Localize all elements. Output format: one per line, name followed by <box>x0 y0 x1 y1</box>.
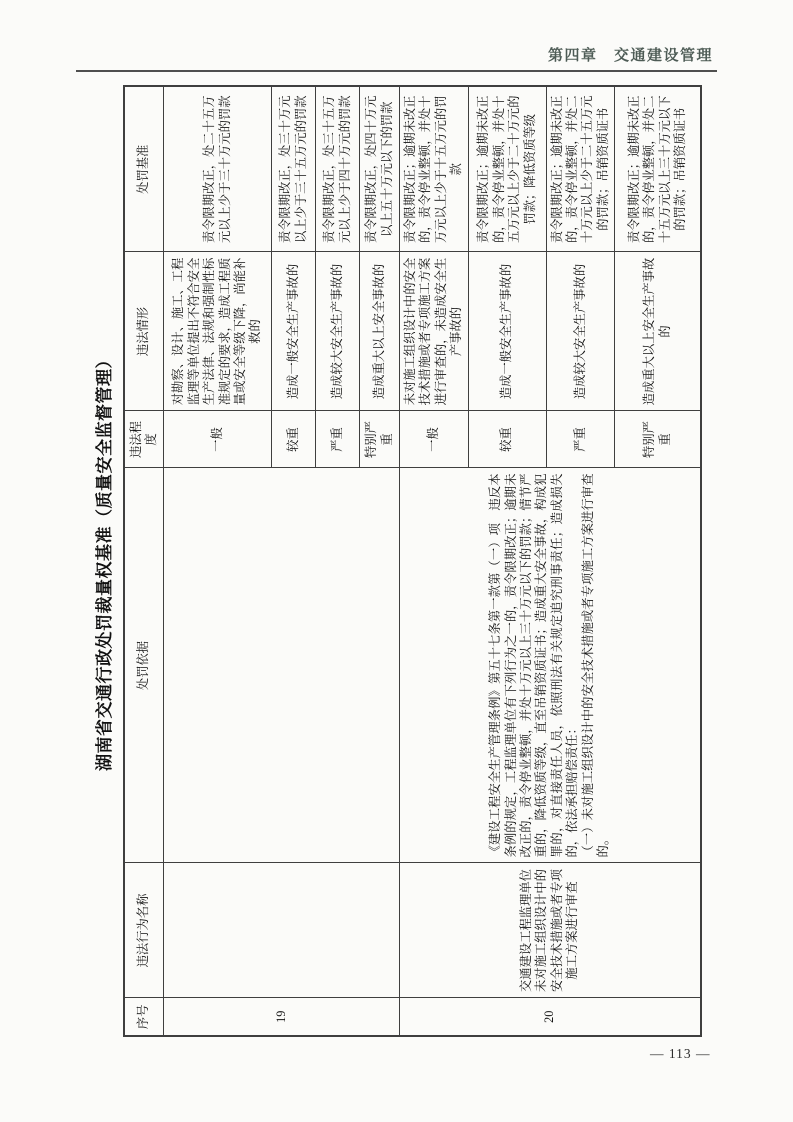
header-cell-situation: 违法情形 <box>124 252 164 411</box>
penalty-cell: 责令限期改正，处二十五万元以上少于三十万元的罚款 <box>164 86 272 252</box>
degree-cell: 较重 <box>272 411 316 468</box>
penalty-cell: 责令限期改正；逾期未改正的，责令停业整顿，并处二十五万元以上三十万元以下的罚款；吊销资质证书 <box>615 86 701 252</box>
situation-cell: 对勘察、设计、施工、工程监理等单位提出不符合安全生产法律、法规和强制性标准规定的要求，造成工程质量或安全等级下降，尚能补救的 <box>164 252 272 411</box>
penalty-cell: 责令限期改正；逾期未改正的，责令停业整顿，并处二十万元以上少于二十五万元的罚款；吊销资质证书 <box>546 86 615 252</box>
degree-cell: 较重 <box>468 411 546 468</box>
page-number: — 113 — <box>650 1046 711 1061</box>
record-20-number: 20 <box>400 998 701 1036</box>
table-row <box>164 86 272 1036</box>
basis-paragraph: 《建设工程安全生产管理条例》第五十七条第一款第（一）项 违反本条例的规定，工程监理单位有下列行为之一的，责令限期改正；逾期未改正的，责令停业整顿，并处十万元以上三十万元以下的罚款；情节严重的，降低资质等级，直至吊销资质证书；造成重大安全事故，构成犯罪的，对直接责任人员，依照刑法有关规定追究刑事责任；造成损失的，依法承担赔偿责任： <box>488 473 580 858</box>
header-cell-penalty: 处罚基准 <box>124 86 164 252</box>
penalty-cell: 责令限期改正；逾期未改正的，责令停业整顿，并处十五万元以上少于二十万元的罚款；降低资质等级 <box>468 86 546 252</box>
situation-cell: 造成一般安全生产事故的 <box>272 252 316 411</box>
penalty-cell: 责令限期改正，处四十万元以上五十万元以下的罚款 <box>360 86 400 252</box>
situation-cell: 未对施工组织设计中的安全技术措施或者专项施工方案进行审查的，未造成安全生产事故的 <box>400 252 469 411</box>
situation-cell: 造成重大以上安全事故的 <box>360 252 400 411</box>
degree-cell: 一般 <box>400 411 469 468</box>
record-20-basis <box>400 468 701 863</box>
header-cell-no: 序号 <box>124 998 164 1036</box>
degree-cell: 特别严重 <box>615 411 701 468</box>
degree-cell: 特别严重 <box>360 411 400 468</box>
record-19-basis <box>164 468 400 863</box>
basis-paragraph: （一）未对施工组织设计中的安全技术措施或者专项施工方案进行审查的。 <box>580 473 611 858</box>
degree-cell: 严重 <box>316 411 360 468</box>
penalty-table <box>123 85 702 1037</box>
situation-cell: 造成较大安全生产事故的 <box>546 252 615 411</box>
table-header-row <box>124 86 164 1036</box>
header-cell-name: 违法行为名称 <box>124 863 164 998</box>
table-title: 湖南省交通行政处罚裁量权基准（质量安全监督管理） <box>95 351 114 771</box>
penalty-cell: 责令限期改正，处三十万元以上少于三十五万元的罚款 <box>272 86 316 252</box>
table-row <box>400 86 469 1036</box>
header-cell-degree: 违法程度 <box>124 411 164 468</box>
penalty-cell: 责令限期改正；逾期未改正的，责令停业整顿，并处十万元以上少于十五万元的罚款 <box>400 86 469 252</box>
situation-cell: 造成重大以上安全生产事故的 <box>615 252 701 411</box>
degree-cell: 严重 <box>546 411 615 468</box>
chapter-heading: 第四章 交通建设管理 <box>547 48 713 64</box>
record-19-name <box>164 863 400 998</box>
degree-cell: 一般 <box>164 411 272 468</box>
header-cell-basis: 处罚依据 <box>124 468 164 863</box>
record-20-name: 交通建设工程监理单位未对施工组织设计中的安全技术措施或者专项施工方案进行审查 <box>400 863 701 998</box>
record-19-number: 19 <box>164 998 400 1036</box>
situation-cell: 造成较大安全生产事故的 <box>316 252 360 411</box>
penalty-cell: 责令限期改正，处三十五万元以上少于四十万元的罚款 <box>316 86 360 252</box>
situation-cell: 造成一般安全生产事故的 <box>468 252 546 411</box>
